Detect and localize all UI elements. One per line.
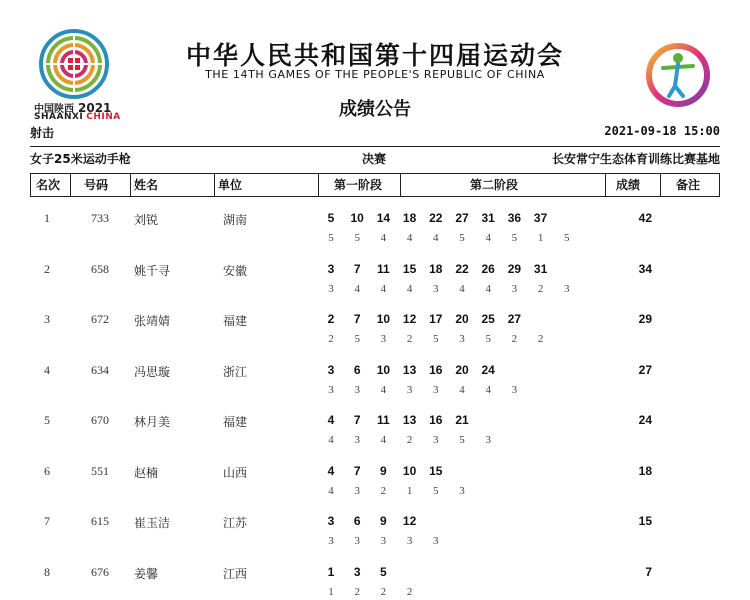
- series-score: 3: [459, 333, 465, 345]
- series-score: 2: [380, 484, 387, 497]
- series-score: 2: [354, 585, 360, 598]
- cumulative-score: 13: [402, 362, 417, 377]
- series-score: 5: [433, 333, 439, 345]
- series-score: 4: [380, 434, 387, 446]
- series-score: 3: [564, 282, 570, 295]
- cumulative-score: 3: [327, 514, 335, 528]
- col-header-note: 备注: [676, 178, 701, 192]
- header-divider: [30, 146, 720, 147]
- col-header-unit: 单位: [218, 178, 243, 192]
- cumulative-score: 5: [327, 211, 335, 225]
- cumulative-score: 2: [327, 312, 335, 326]
- bib-cell: 634: [91, 362, 109, 377]
- series-score: 2: [406, 585, 413, 598]
- series-score: 3: [433, 535, 439, 547]
- total-score-cell: 27: [638, 362, 652, 377]
- col-header-bib: 号码: [84, 178, 109, 192]
- cumulative-score: 4: [327, 413, 335, 427]
- cumulative-score: 7: [353, 312, 361, 326]
- series-score: 3: [354, 535, 360, 547]
- series-score: 4: [485, 383, 491, 396]
- header-divider-line: [214, 173, 215, 197]
- series-score: 3: [433, 383, 439, 396]
- bib-cell: 672: [91, 312, 109, 326]
- cumulative-score: 13: [402, 413, 417, 427]
- series-score: 4: [459, 282, 465, 295]
- results-notice-title: 成绩公告: [339, 99, 411, 120]
- series-score: 2: [328, 333, 334, 345]
- event-datetime: 2021-09-18 15:00: [604, 124, 720, 138]
- total-score-cell: 18: [638, 463, 652, 478]
- series-score: 2: [537, 333, 544, 345]
- event-name: 女子25米运动手枪: [30, 152, 131, 166]
- cumulative-score: 31: [481, 211, 495, 225]
- series-score: 3: [406, 383, 413, 396]
- cumulative-score: 10: [376, 362, 391, 377]
- athlete-name-cell: 崔玉洁: [134, 516, 171, 530]
- cumulative-score: 16: [429, 413, 443, 427]
- col-header-name: 姓名: [134, 178, 159, 192]
- cumulative-score: 5: [380, 564, 387, 579]
- unit-cell: 山西: [223, 465, 248, 480]
- cumulative-score: 26: [481, 261, 495, 276]
- series-score: 5: [354, 232, 360, 244]
- series-score: 5: [564, 232, 570, 244]
- rank-cell: 6: [44, 463, 50, 478]
- cumulative-score: 24: [481, 362, 495, 377]
- bib-cell: 670: [91, 413, 109, 427]
- cumulative-score: 9: [380, 514, 387, 528]
- series-score: 3: [459, 484, 465, 497]
- total-score-cell: 42: [638, 211, 652, 225]
- cumulative-score: 10: [402, 463, 417, 478]
- series-score: 5: [459, 232, 465, 244]
- series-score: 4: [406, 282, 413, 295]
- cumulative-score: 7: [353, 261, 361, 276]
- series-score: 4: [406, 232, 413, 244]
- cumulative-score: 22: [455, 261, 469, 276]
- bib-cell: 658: [91, 261, 109, 276]
- athlete-name-cell: 冯思璇: [134, 364, 171, 379]
- cumulative-score: 14: [376, 211, 391, 225]
- games-title-cn: 中华人民共和国第十四届运动会: [185, 41, 564, 70]
- cumulative-score: 3: [327, 261, 335, 276]
- athlete-name-cell: 赵楠: [134, 465, 159, 480]
- series-score: 1: [537, 232, 544, 244]
- series-score: 3: [511, 282, 518, 295]
- series-score: 4: [354, 282, 360, 295]
- unit-cell: 江西: [223, 566, 248, 581]
- series-score: 3: [433, 434, 439, 446]
- cumulative-score: 6: [353, 362, 361, 377]
- series-score: 5: [433, 484, 439, 497]
- cumulative-score: 9: [380, 463, 387, 478]
- rank-cell: 7: [44, 514, 50, 528]
- series-score: 3: [354, 434, 360, 446]
- cumulative-score: 18: [429, 261, 443, 276]
- cumulative-score: 4: [327, 463, 335, 478]
- cumulative-score: 16: [429, 362, 443, 377]
- athlete-name-cell: 刘锐: [134, 213, 159, 227]
- cumulative-score: 36: [507, 211, 522, 225]
- cumulative-score: 3: [327, 362, 335, 377]
- series-score: 3: [433, 282, 439, 295]
- col-header-score: 成绩: [616, 178, 641, 192]
- athlete-name-cell: 姚千寻: [134, 263, 171, 278]
- series-score: 3: [406, 535, 413, 547]
- unit-cell: 福建: [223, 415, 248, 429]
- cumulative-score: 27: [507, 312, 522, 326]
- cumulative-score: 15: [429, 463, 443, 478]
- athlete-name-cell: 张靖婧: [134, 314, 171, 328]
- series-score: 1: [406, 484, 413, 497]
- cumulative-score: 12: [402, 312, 417, 326]
- total-score-cell: 7: [645, 564, 652, 579]
- athlete-name-cell: 姜馨: [134, 566, 159, 581]
- cumulative-score: 22: [429, 211, 443, 225]
- rank-cell: 1: [44, 211, 50, 225]
- cumulative-score: 20: [455, 362, 469, 377]
- unit-cell: 安徽: [223, 263, 248, 278]
- series-score: 5: [459, 434, 465, 446]
- series-score: 4: [328, 434, 334, 446]
- cumulative-score: 7: [353, 413, 361, 427]
- cumulative-score: 27: [455, 211, 469, 225]
- series-score: 4: [485, 282, 491, 295]
- series-score: 5: [354, 333, 360, 345]
- bib-cell: 551: [91, 463, 109, 478]
- cumulative-score: 21: [455, 413, 469, 427]
- col-header-stage1: 第一阶段: [334, 178, 383, 192]
- series-score: 3: [328, 535, 334, 547]
- cumulative-score: 6: [353, 514, 361, 528]
- series-score: 1: [328, 585, 334, 598]
- header-divider-line: [318, 173, 319, 197]
- series-score: 4: [485, 232, 491, 244]
- col-header-stage2: 第二阶段: [470, 178, 519, 192]
- unit-cell: 湖南: [223, 213, 248, 227]
- rank-cell: 2: [44, 261, 50, 276]
- cumulative-score: 15: [402, 261, 417, 276]
- cumulative-score: 10: [376, 312, 391, 326]
- series-score: 3: [485, 434, 491, 446]
- cumulative-score: 1: [327, 564, 335, 579]
- cumulative-score: 29: [507, 261, 522, 276]
- cumulative-score: 12: [402, 514, 417, 528]
- cumulative-score: 20: [455, 312, 469, 326]
- bib-cell: 615: [91, 514, 109, 528]
- unit-cell: 浙江: [223, 364, 248, 379]
- cumulative-score: 11: [377, 261, 390, 276]
- cumulative-score: 10: [350, 211, 364, 225]
- games-title-en: THE 14TH GAMES OF THE PEOPLE'S REPUBLIC OF CHINA: [205, 68, 545, 81]
- series-score: 2: [511, 333, 518, 345]
- series-score: 3: [354, 383, 360, 396]
- rank-cell: 8: [44, 564, 50, 579]
- venue-name: 长安常宁生态体育训练比赛基地: [551, 152, 720, 166]
- series-score: 3: [328, 282, 334, 295]
- bib-cell: 676: [91, 564, 109, 579]
- series-score: 2: [406, 434, 413, 446]
- cumulative-score: 18: [402, 211, 417, 225]
- series-score: 3: [380, 535, 387, 547]
- series-score: 3: [380, 333, 387, 345]
- cumulative-score: 17: [429, 312, 443, 326]
- series-score: 3: [511, 383, 518, 396]
- bib-cell: 733: [91, 211, 109, 225]
- series-score: 2: [406, 333, 413, 345]
- cumulative-score: 11: [377, 413, 390, 427]
- sport-name: 射击: [30, 126, 55, 140]
- total-score-cell: 24: [638, 413, 652, 427]
- event-phase: 决赛: [362, 152, 387, 166]
- series-score: 4: [459, 383, 465, 396]
- total-score-cell: 29: [638, 312, 652, 326]
- header-divider-line: [130, 173, 131, 197]
- series-score: 2: [537, 282, 544, 295]
- rank-cell: 4: [44, 362, 50, 377]
- series-score: 4: [328, 484, 334, 497]
- series-score: 3: [354, 484, 360, 497]
- athlete-name-cell: 林月美: [134, 415, 171, 429]
- series-score: 4: [380, 282, 387, 295]
- cumulative-score: 7: [353, 463, 361, 478]
- header-divider-line: [400, 173, 401, 197]
- cumulative-score: 25: [481, 312, 495, 326]
- rank-cell: 5: [44, 413, 50, 427]
- series-score: 5: [511, 232, 518, 244]
- series-score: 3: [328, 383, 334, 396]
- header-divider-line: [605, 173, 606, 197]
- cumulative-score: 31: [533, 261, 548, 276]
- header-divider-line: [660, 173, 661, 197]
- cumulative-score: 37: [533, 211, 548, 225]
- logo-caption-cn: 中国陕西 2021: [34, 101, 112, 115]
- series-score: 5: [328, 232, 334, 244]
- series-score: 4: [433, 232, 439, 244]
- header-divider-line: [70, 173, 71, 197]
- series-score: 5: [485, 333, 491, 345]
- col-header-rank: 名次: [36, 178, 61, 192]
- series-score: 4: [380, 232, 387, 244]
- total-score-cell: 34: [638, 261, 652, 276]
- total-score-cell: 15: [638, 514, 652, 528]
- series-score: 2: [380, 585, 387, 598]
- unit-cell: 福建: [223, 314, 248, 328]
- series-score: 4: [380, 383, 387, 396]
- unit-cell: 江苏: [223, 516, 248, 530]
- cumulative-score: 3: [353, 564, 361, 579]
- rank-cell: 3: [44, 312, 50, 326]
- logo-caption-en: SHAANXI CHINA: [34, 112, 121, 122]
